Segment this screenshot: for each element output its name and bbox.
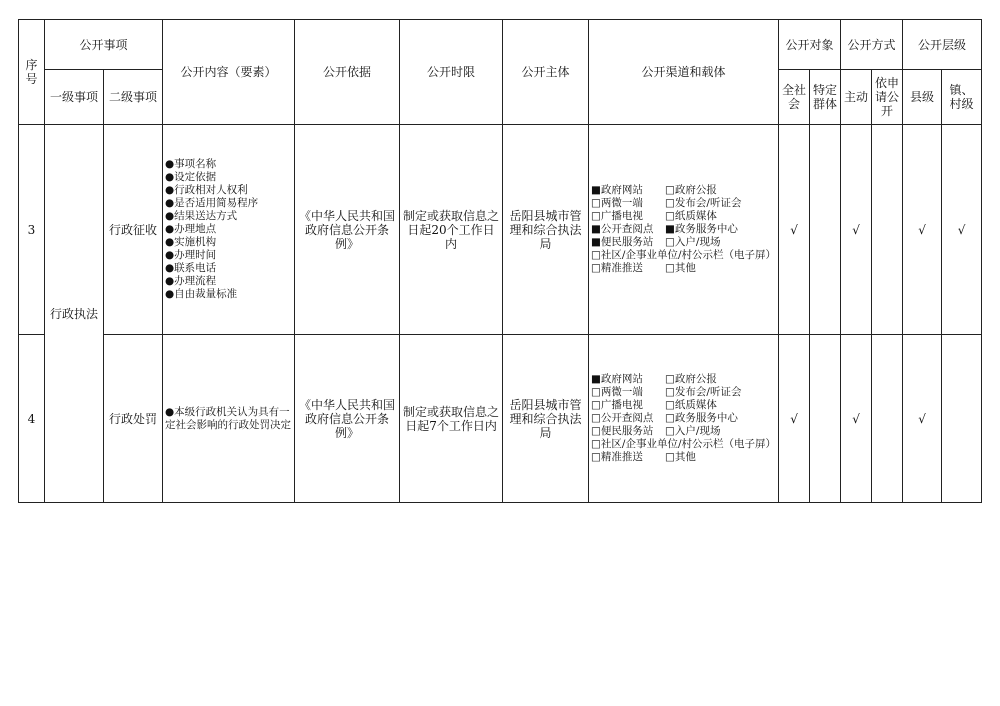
disclosure-table xyxy=(18,19,982,503)
row-level2: 行政征收 xyxy=(104,125,163,335)
content-item: ●设定依据 xyxy=(165,171,217,183)
content-item: ●本级行政机关认为具有一定社会影响的行政处罚决定 xyxy=(165,405,292,431)
channel-option: ■公开查阅点 xyxy=(591,223,654,235)
row-subject: 岳阳县城市管理和综合执法局 xyxy=(503,335,589,503)
row-content xyxy=(163,335,295,503)
row-level-town: √ xyxy=(942,125,982,335)
content-bullets xyxy=(165,158,292,301)
header-target-specific: 特定群体 xyxy=(810,70,841,125)
channel-option: □入户/现场 xyxy=(665,425,721,437)
channel-list xyxy=(591,184,776,275)
channel-option: □公开查阅点 xyxy=(591,412,654,424)
row-level-town xyxy=(942,335,982,503)
content-item: ●行政相对人权利 xyxy=(165,184,248,196)
row-target-specific xyxy=(810,125,841,335)
channel-option: □两微一端 xyxy=(591,386,643,398)
row-level2: 行政处罚 xyxy=(104,335,163,503)
row-method-active: √ xyxy=(841,335,872,503)
channel-option: ■政务服务中心 xyxy=(665,223,738,235)
header-level2: 二级事项 xyxy=(104,70,163,125)
table-row xyxy=(19,335,982,503)
row-seq: 3 xyxy=(19,125,45,335)
content-item: ●事项名称 xyxy=(165,158,217,170)
channel-option: □便民服务站 xyxy=(591,425,654,437)
channel-option: □广播电视 xyxy=(591,210,643,222)
channel-option: ■便民服务站 xyxy=(591,236,654,248)
content-item: ●实施机构 xyxy=(165,236,217,248)
row-target-all: √ xyxy=(779,125,810,335)
header-method-apply: 依申请公开 xyxy=(872,70,903,125)
content-item: ●办理时间 xyxy=(165,249,217,261)
channel-option: □其他 xyxy=(665,451,696,463)
header-level-group: 公开层级 xyxy=(903,20,982,70)
header-content-text: 公开内容（要素） xyxy=(180,65,277,79)
header-level1: 一级事项 xyxy=(45,70,104,125)
header-subject: 公开主体 xyxy=(503,20,589,125)
header-content xyxy=(163,20,295,125)
row-content xyxy=(163,125,295,335)
row-target-specific xyxy=(810,335,841,503)
channel-option: □政府公报 xyxy=(665,373,717,385)
row-basis: 《中华人民共和国政府信息公开条例》 xyxy=(295,335,400,503)
row-method-apply xyxy=(872,125,903,335)
row-subject: 岳阳县城市管理和综合执法局 xyxy=(503,125,589,335)
channel-list xyxy=(591,373,776,464)
header-method-active: 主动 xyxy=(841,70,872,125)
header-method-group: 公开方式 xyxy=(841,20,903,70)
row-time-limit: 制定或获取信息之日起20个工作日内 xyxy=(400,125,503,335)
channel-option: □纸质媒体 xyxy=(665,210,717,222)
header-row-1 xyxy=(19,20,982,70)
channel-option: □社区/企事业单位/村公示栏（电子屏） xyxy=(591,249,777,261)
channel-option: □社区/企事业单位/村公示栏（电子屏） xyxy=(591,438,777,450)
row-method-apply xyxy=(872,335,903,503)
row-basis: 《中华人民共和国政府信息公开条例》 xyxy=(295,125,400,335)
channel-option: □发布会/听证会 xyxy=(665,386,742,398)
header-seq: 序号 xyxy=(19,20,45,125)
row-time-limit: 制定或获取信息之日起7个工作日内 xyxy=(400,335,503,503)
channel-option: □精准推送 xyxy=(591,451,643,463)
header-channel: 公开渠道和载体 xyxy=(589,20,779,125)
row-channels xyxy=(589,335,779,503)
row-target-all: √ xyxy=(779,335,810,503)
channel-option: □两微一端 xyxy=(591,197,643,209)
level1-cell: 行政执法 xyxy=(45,125,104,503)
channel-option: □入户/现场 xyxy=(665,236,721,248)
row-level-county: √ xyxy=(903,125,942,335)
content-item: ●自由裁量标准 xyxy=(165,288,238,300)
content-bullets xyxy=(165,406,292,432)
row-method-active: √ xyxy=(841,125,872,335)
table-row xyxy=(19,125,982,335)
content-item: ●结果送达方式 xyxy=(165,210,238,222)
header-level-town: 镇、村级 xyxy=(942,70,982,125)
header-basis: 公开依据 xyxy=(295,20,400,125)
channel-option: □纸质媒体 xyxy=(665,399,717,411)
channel-option: □政务服务中心 xyxy=(665,412,738,424)
content-item: ●是否适用简易程序 xyxy=(165,197,259,209)
header-time-limit: 公开时限 xyxy=(400,20,503,125)
header-target-group: 公开对象 xyxy=(779,20,841,70)
channel-option: □其他 xyxy=(665,262,696,274)
channel-option: ■政府网站 xyxy=(591,373,643,385)
content-item: ●办理地点 xyxy=(165,223,217,235)
header-items-group: 公开事项 xyxy=(45,20,163,70)
header-level-county: 县级 xyxy=(903,70,942,125)
channel-option: ■政府网站 xyxy=(591,184,643,196)
row-seq: 4 xyxy=(19,335,45,503)
content-item: ●联系电话 xyxy=(165,262,217,274)
header-target-all: 全社会 xyxy=(779,70,810,125)
channel-option: □精准推送 xyxy=(591,262,643,274)
row-channels xyxy=(589,125,779,335)
row-level-county: √ xyxy=(903,335,942,503)
channel-option: □发布会/听证会 xyxy=(665,197,742,209)
channel-option: □政府公报 xyxy=(665,184,717,196)
content-item: ●办理流程 xyxy=(165,275,217,287)
channel-option: □广播电视 xyxy=(591,399,643,411)
